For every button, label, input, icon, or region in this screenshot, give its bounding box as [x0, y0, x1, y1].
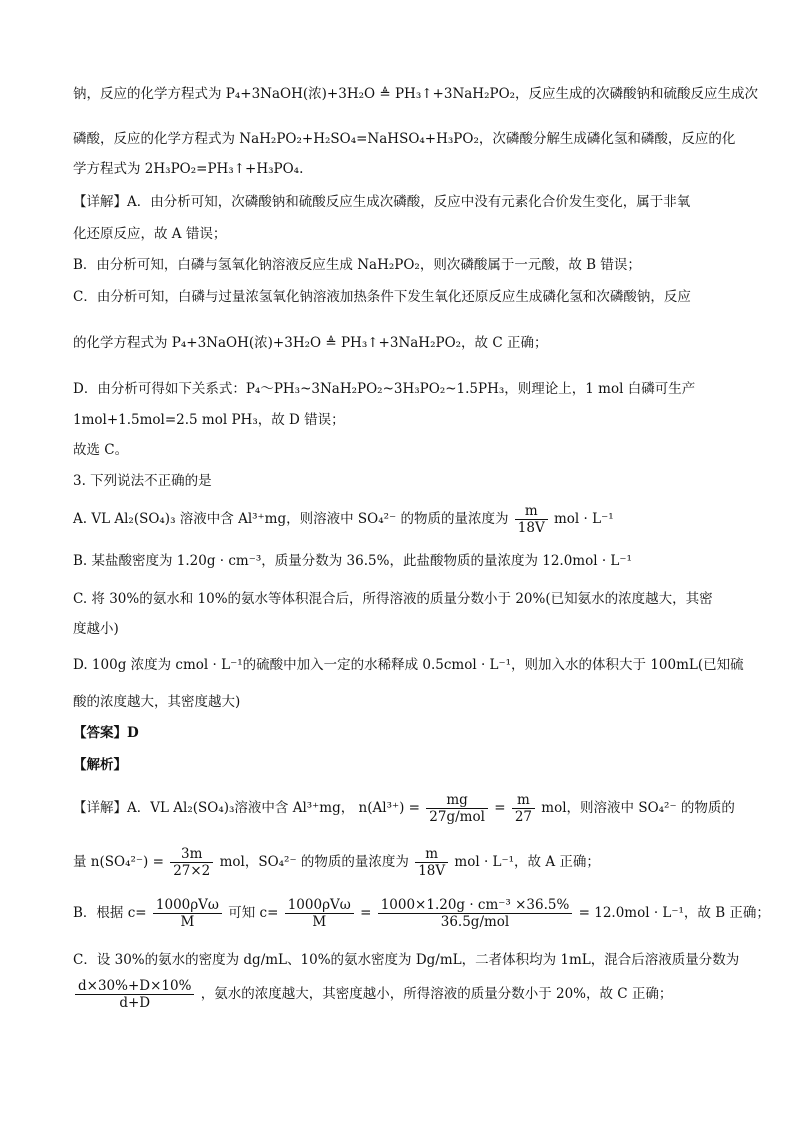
detail-a-line2 [73, 846, 600, 879]
option-a-unit: mol · L⁻¹ [554, 511, 614, 527]
detail-a2-tail: mol · L⁻¹，故 A 正确； [454, 854, 600, 870]
option-a-text: A. VL Al₂(SO₄)₃ 溶液中含 Al³⁺mg，则溶液中 SO₄²⁻ 的物质的量浓度为 [73, 511, 509, 527]
detail-a-text: 【详解】A．VL Al₂(SO₄)₃溶液中含 Al³⁺mg， [73, 800, 355, 816]
detail-c-line2 [73, 978, 672, 1011]
text-line: 化还原反应，故 A 错误； [73, 226, 227, 242]
fraction [153, 897, 222, 930]
text-line: D．由分析可得如下关系式：P₄～PH₃~3NaH₂PO₂~3H₃PO₂~1.5PH₃，则理论上，1 mol 白磷可生产 [73, 381, 696, 397]
option-b: B. 某盐酸密度为 1.20g · cm⁻³，质量分数为 36.5%，此盐酸物质的量浓度为 12.0mol · L⁻¹ [73, 553, 632, 569]
detail-a2-text: 量 n(SO₄²⁻) = [73, 854, 164, 870]
fraction-denominator: 27 [514, 809, 532, 825]
answer-label: 【答案】D [73, 725, 139, 741]
text-line: 磷酸，反应的化学方程式为 NaH₂PO₂+H₂SO₄=NaHSO₄+H₃PO₂，次磷酸分解生成磷化氢和磷酸，反应的化 [73, 131, 736, 147]
fraction-denominator: 36.5g/mol [440, 914, 510, 930]
fraction-denominator: 27g/mol [429, 809, 485, 825]
detail-a2-mid: mol，SO₄²⁻ 的物质的量浓度为 [219, 854, 409, 870]
fraction [426, 792, 488, 825]
text-line: 学方程式为 2H₃PO₂=PH₃↑+H₃PO₄. [73, 161, 304, 177]
text-line: 1mol+1.5mol=2.5 mol PH₃，故 D 错误； [73, 412, 345, 428]
text-line: C．由分析可知，白磷与过量浓氢氧化钠溶液加热条件下发生氧化还原反应生成磷化氢和次磷酸钠，反应 [73, 289, 691, 305]
fraction-numerator: 1000ρVω [153, 897, 222, 914]
detail-b-text: B．根据 c= [73, 905, 147, 921]
fraction [415, 846, 448, 879]
detail-c-line1: C．设 30%的氨水的密度为 dg/mL、10%的氨水密度为 Dg/mL，二者体积均为 1mL，混合后溶液质量分数为 [73, 952, 740, 968]
detail-b-tail: = 12.0mol · L⁻¹，故 B 正确； [578, 905, 770, 921]
option-c: C. 将 30%的氨水和 10%的氨水等体积混合后，所得溶液的质量分数小于 20%(已知氨水的浓度越大，其密 [73, 591, 713, 607]
text-line: B．由分析可知，白磷与氢氧化钠溶液反应生成 NaH₂PO₂，则次磷酸属于一元酸，故 B 错误； [73, 257, 641, 273]
fraction-numerator: 3m [170, 846, 213, 863]
detail-c-tail: ，氨水的浓度越大，其密度越小，所得溶液的质量分数小于 20%，故 C 正确； [200, 986, 673, 1002]
fraction-numerator: 1000×1.20g · cm⁻³ ×36.5% [378, 897, 573, 914]
fraction-denominator: 18V [418, 863, 446, 879]
detail-b-mid: 可知 c= [228, 905, 279, 921]
text-line: 【详解】A．由分析可知，次磷酸钠和硫酸反应生成次磷酸，反应中没有元素化合价发生变化，属于非氧 [73, 194, 691, 210]
question-title: 3. 下列说法不正确的是 [73, 473, 212, 489]
fraction-numerator: m [515, 503, 548, 520]
detail-a-tail: mol，则溶液中 SO₄²⁻ 的物质的 [541, 800, 735, 816]
fraction [515, 503, 548, 536]
fraction-denominator: M [312, 914, 327, 930]
text-line: 钠，反应的化学方程式为 P₄+3NaOH(浓)+3H₂O ≜ PH₃↑+3NaH₂PO₂，反应生成的次磷酸钠和硫酸反应生成次 [73, 86, 759, 102]
fraction-numerator: mg [426, 792, 488, 809]
text-line: 酸的浓度越大，其密度越大) [73, 694, 241, 710]
text-line: 故选 C。 [73, 442, 129, 458]
fraction-denominator: d+D [119, 995, 151, 1011]
fraction-denominator: 27×2 [173, 863, 211, 879]
equals-sign: = [360, 905, 372, 921]
text-line: 的化学方程式为 P₄+3NaOH(浓)+3H₂O ≜ PH₃↑+3NaH₂PO₂，故 C 正确； [73, 335, 548, 351]
option-a [73, 503, 614, 536]
fraction-numerator: m [415, 846, 448, 863]
text-line: 度越小) [73, 621, 119, 637]
detail-a-line1 [73, 792, 735, 825]
option-d: D. 100g 浓度为 cmol · L⁻¹的硫酸中加入一定的水稀释成 0.5cmol · L⁻¹，则加入水的体积大于 100mL(已知硫 [73, 657, 744, 673]
fraction-numerator: m [512, 792, 535, 809]
equals-sign: = [494, 800, 506, 816]
fraction-denominator: 18V [517, 520, 545, 536]
fraction [285, 897, 354, 930]
fraction-numerator: 1000ρVω [285, 897, 354, 914]
detail-a-n: n(Al³⁺) = [358, 800, 420, 816]
detail-b-line [73, 897, 770, 930]
analysis-label: 【解析】 [73, 757, 127, 773]
fraction [75, 978, 194, 1011]
fraction-denominator: M [180, 914, 195, 930]
fraction [170, 846, 213, 879]
fraction [512, 792, 535, 825]
fraction [378, 897, 573, 930]
fraction-numerator: d×30%+D×10% [75, 978, 194, 995]
